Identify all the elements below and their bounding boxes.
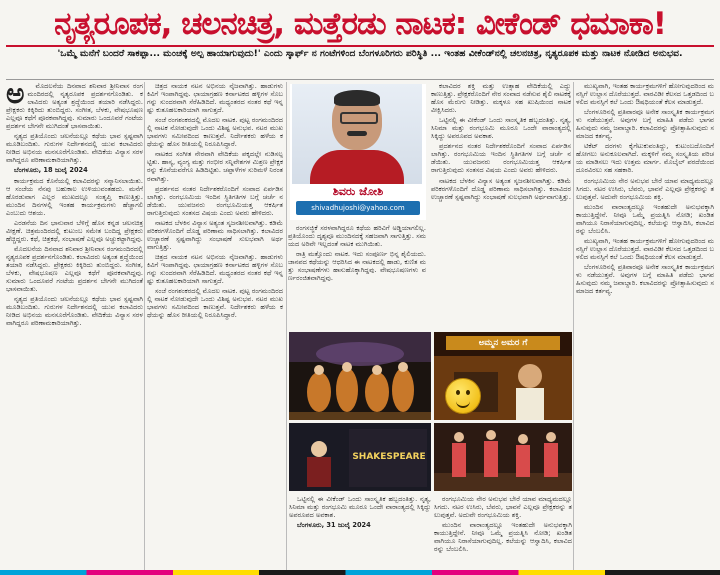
paragraph: ಮುಖ್ಯವಾಗಿ, ಇಂತಹ ಕಾರ್ಯಕ್ರಮಗಳಿಗೆ ಹೋಗುವುದರಿಂದ ಮನಸ್ಸಿಗೆ ಉಲ್ಲಾಸ ದೊರೆಯುತ್ತದೆ. ವಾರವಿಡೀ ಕೆಲಸದ ಒತ್ತಡದಿಂದ ಬಳಲಿದ ಮನಸ್ಸಿಗೆ ಕಲೆ ಒಂದು ಔಷಧಿಯಂತೆ ಕೆಲಸ ಮಾಡುತ್ತದೆ. <box>576 82 714 107</box>
subhead: 'ಒಮ್ಮೆ ಮನೆಗೆ ಬಂದರೆ ಸಾಕಪ್ಪಾ... ಮಂಚಕ್ಕೆ ಅಲ್ಪ ಹಾಯಾಗುವುದು!' ಎಂದು ಸ್ಕಾರ್ಫ್ ನ ಗಂಟೆಗಳಿಂದ ಬೆಂಗಳೂರಿಗರು ಪರಿಸ್ಥಿತಿ ... ಇಂತಹ ವೀಕೆಂಡ್‌ನಲ್ಲಿ ಚಲನಚಿತ್ರ, ನೃತ್ಯರೂಪಕ ಮತ್ತು ನಾಟಕ ನೋಡಿದ ಅನುಭವ. <box>57 48 683 59</box>
dateline: ಬೆಂಗಳೂರು, 18 ಜುಲೈ 2024 <box>14 166 88 175</box>
author-name: ಶಿವರು ಜೋಶಿ <box>332 185 384 198</box>
author-box <box>290 84 426 220</box>
shakespeare-title: SHAKESPEARE <box>352 452 426 462</box>
article-column-3-top <box>288 224 426 329</box>
paragraph: ಎರಡನೆಯ ದಿನ ಭಾನುವಾರ ಬೆಳಿಗ್ಗೆ ಹೊಸ ಕನ್ನಡ ಚಲನಚಿತ್ರ ವೀಕ್ಷಣೆ. ಚಿತ್ರಮಂದಿರದಲ್ಲಿ ಕುಟುಂಬ ಸಮೇತ ಬಂದಿದ್ದ ಪ್ರೇಕ್ಷಕರು ಹೆಚ್ಚಿದ್ದರು. ಕಥೆ, ಚಿತ್ರಕಥೆ, ಸಂಭಾಷಣೆ ಎಲ್ಲವೂ ಅಚ್ಚುಕಟ್ಟಾಗಿದ್ದವು. <box>6 218 143 243</box>
stage-photo <box>434 423 572 491</box>
paragraph: ಟಿಕೆಟ್ ದರಗಳು ಕೈಗೆಟುಕುವಂತಿದ್ದು, ಕುಟುಂಬದೊಂದಿಗೆ ಹೋಗಲು ಅನುಕೂಲವಾಗಿದೆ. ಮಕ್ಕಳಿಗೆ ನಮ್ಮ ಸಂಸ್ಕೃತಿಯ ಪರಿಚಯ ಮಾಡಿಸಲು ಇದು ಉತ್ತಮ ಮಾರ್ಗ. ಮೊಬೈಲ್ ಪರದೆಯಿಂದ ದೂರವಿರಲು ಸಹ ಸಹಕಾರಿ. <box>576 142 714 175</box>
paragraph: ಕಲಾವಿದರ ಶಕ್ತಿ ಮತ್ತು ಉತ್ಸಾಹ ವೇದಿಕೆಯಲ್ಲಿ ಎದ್ದು ಕಾಣುತ್ತಿತ್ತು. ಪ್ರೇಕ್ಷಕರೊಂದಿಗೆ ನೇರ ಸಂವಾದ ನಡೆಸುವ ಶೈಲಿ ನಾಟಕಕ್ಕೆ ಹೊಸ ಮೆರುಗು ನೀಡಿತ್ತು. ಮಕ್ಕಳೂ ಸಹ ಖುಷಿಯಿಂದ ನಾಟಕ ವೀಕ್ಷಿಸಿದರು. <box>431 82 571 115</box>
dance-photo <box>289 332 431 420</box>
shakespeare-photo <box>289 423 431 491</box>
author-photo <box>292 84 422 184</box>
paragraph: ನಾಟಕದ ಬೆಳಕಿನ ವಿನ್ಯಾಸ ಅತ್ಯಂತ ಸೃಜನಶೀಲವಾಗಿತ್ತು. ಕಡಿಮೆ ಪರಿಕರಗಳೊಂದಿಗೆ ದೊಡ್ಡ ಪರಿಣಾಮ ಸಾಧಿಸಲಾಗಿತ್ತು. ಕಲಾವಿದರ ಉಚ್ಚಾರಣೆ ಸ್ಪಷ್ಟವಾಗಿದ್ದು ಸಂಭಾಷಣೆ ಸುಲಭವಾಗಿ ಅರ್ಥವಾಗುತ್ತಿತ್ತು. <box>431 176 571 201</box>
paragraph: ಚಿತ್ರದ ನಾಯಕ ನಟನ ಅಭಿನಯ ನೈಜವಾಗಿತ್ತು. ಹಾಡುಗಳು ಕಿವಿಗೆ ಇಂಪಾಗಿದ್ದವು. ಛಾಯಾಗ್ರಹಣ ಕರ್ನಾಟಕದ ಹಳ್ಳಿಗಳ ಸೊಬಗನ್ನು ಸುಂದರವಾಗಿ ಸೆರೆಹಿಡಿದಿದೆ. ಮಧ್ಯಂತರದ ನಂತರ ಕಥೆ ಇನ್ನಷ್ಟು ಕುತೂಹಲಕಾರಿಯಾಗಿ ಸಾಗುತ್ತದೆ. <box>147 82 283 115</box>
article-column-1 <box>6 82 143 567</box>
paragraph: ಸಂಜೆ ರಂಗಶಂಕರದಲ್ಲಿ ಮೊದಲ ನಾಟಕ. ಪುಟ್ಟ ರಂಗಮಂದಿರದಲ್ಲಿ ನಾಟಕ ನೋಡುವುದೇ ಒಂದು ವಿಶಿಷ್ಟ ಅನುಭವ. ನಟರ ಮುಖಭಾವಗಳು ಸಮೀಪದಿಂದ ಕಾಣುತ್ತವೆ. ನಿರ್ದೇಶಕರು ಹಳೆಯ ಕಥೆಯನ್ನು ಹೊಸ ರೀತಿಯಲ್ಲಿ ನಿರೂಪಿಸಿದ್ದಾರೆ. <box>147 116 283 149</box>
paragraph: ನೃತ್ಯದ ಪ್ರತಿಯೊಂದು ಚಲನೆಯಲ್ಲೂ ಕಥೆಯ ಭಾವ ಸ್ಪಷ್ಟವಾಗಿ ಮೂಡಿಬಂದಿತು. ಗುರುಗಳ ನಿರ್ದೇಶನದಲ್ಲಿ ಯುವ ಕಲಾವಿದರು ನೀಡಿದ ಅಭಿನಯ ಮನಸೂರೆಗೊಂಡಿತು. ವೇದಿಕೆಯ ವಿನ್ಯಾಸ ಸರಳವಾಗಿದ್ದರೂ ಪರಿಣಾಮಕಾರಿಯಾಗಿತ್ತು. <box>6 132 143 165</box>
paragraph: ಪ್ರದರ್ಶನದ ನಂತರ ನಿರ್ದೇಶಕರೊಂದಿಗೆ ಸಂವಾದ ಏರ್ಪಡಿಸಲಾಗಿತ್ತು. ರಂಗಭೂಮಿಯ ಇಂದಿನ ಸ್ಥಿತಿಗತಿಗಳ ಬಗ್ಗೆ ಚರ್ಚೆ ನಡೆಯಿತು. ಯುವಜನರು ರಂಗಭೂಮಿಯತ್ತ ಆಕರ್ಷಿತರಾಗುತ್ತಿರುವುದು ಸಂತಸದ ವಿಷಯ ಎಂದು ಅವರು ಹೇಳಿದರು. <box>431 142 571 175</box>
emoji-eye <box>456 390 460 395</box>
subhead-rule <box>6 79 714 80</box>
paragraph: ರಂಗಭೂಮಿಯ ನೇರ ಅನುಭವ ಬೇರೆ ಯಾವ ಮಾಧ್ಯಮದಲ್ಲೂ ಸಿಗದು. ನಟರ ಉಸಿರು, ಬೆವರು, ಭಾವನೆ ಎಲ್ಲವೂ ಪ್ರೇಕ್ಷಕರನ್ನು ತಲುಪುತ್ತವೆ. ಅದುವೇ ರಂಗಭೂಮಿಯ ಶಕ್ತಿ. <box>434 495 572 520</box>
author-shirt <box>310 150 404 184</box>
drama-poster-title: ಅಮ್ಮನ ಅಮರ ಗೆ <box>478 338 528 348</box>
paragraph: ಮೊದಲನೆಯ ದಿನವಾದ ಶನಿವಾರ ಶ್ರೀನಿವಾಸ ರಂಗಮಂದಿರದಲ್ಲಿ ನೃತ್ಯರೂಪಕ ಪ್ರದರ್ಶನಗೊಂಡಿತು. ಕಲಾವಿದರು ಅತ್ಯಂತ ಶ್ರದ್ಧೆಯಿಂದ ತಯಾರಿ ನಡೆಸಿದ್ದರು. ಪ್ರೇಕ್ಷಕರು ಕಿಕ್ಕಿರಿದು ತುಂಬಿದ್ದರು. ಸಂಗೀತ, ಬೆಳಕು, ವೇಷಭೂಷಣ ಎಲ್ಲವೂ ಕಥೆಗೆ ಪೂರಕವಾಗಿದ್ದವು. ಸುಮಾರು ಒಂದೂವರೆ ಗಂಟೆಯ ಪ್ರದರ್ಶನ ಬೇಗನೇ ಮುಗಿದಂತೆ ಭಾಸವಾಯಿತು. <box>6 244 143 294</box>
smiley-emoji-icon <box>445 378 481 414</box>
dropcap: ಅ <box>6 82 25 110</box>
paragraph: ರಾತ್ರಿ ಮತ್ತೊಂದು ನಾಟಕ. ಇದು ಸಂಪೂರ್ಣ ಭಿನ್ನ ಶೈಲಿಯದು. ಜಾನಪದ ಕಥೆಯನ್ನು ಆಧರಿಸಿದ ಈ ನಾಟಕದಲ್ಲಿ ಹಾಡು, ಕುಣಿತ ಮತ್ತು ಸಂಭಾಷಣೆಗಳು ಹಾಸುಹೊಕ್ಕಾಗಿದ್ದವು. ವೇಷಭೂಷಣಗಳು ವರ್ಣರಂಜಿತವಾಗಿದ್ದವು. <box>288 250 426 283</box>
paragraph: ಮುಂದಿನ ವಾರಾಂತ್ಯದಲ್ಲೂ ಇಂತಹುದೇ ಅನುಭವಕ್ಕಾಗಿ ಕಾಯುತ್ತಿದ್ದೇನೆ. ನೀವೂ ಒಮ್ಮೆ ಪ್ರಯತ್ನಿಸಿ ನೋಡಿ; ಖಂಡಿತವಾಗಿಯೂ ನಿರಾಸೆಯಾಗುವುದಿಲ್ಲ. ಕಲೆಯನ್ನು ಆಸ್ವಾದಿಸಿ, ಕಲಾವಿದರನ್ನು ಬೆಂಬಲಿಸಿ. <box>576 202 714 235</box>
paragraph: ರಂಗಸಜ್ಜಿಕೆ ಸರಳವಾಗಿದ್ದರೂ ಕಥೆಯ ಹರಿವಿಗೆ ಅಡ್ಡಿಯಾಗಲಿಲ್ಲ. ಪ್ರತಿಯೊಂದು ದೃಶ್ಯವೂ ಮುಂದಿನದಕ್ಕೆ ಸಹಜವಾಗಿ ಸಾಗುತ್ತಿತ್ತು. ಸಮಯದ ಅರಿವೇ ಇಲ್ಲದಂತೆ ನಾಟಕ ಮುಗಿಯಿತು. <box>288 224 426 249</box>
column-divider <box>286 82 287 570</box>
dateline: ಬೆಂಗಳೂರು, 31 ಜುಲೈ 2024 <box>297 521 371 530</box>
paragraph: ಕಾರ್ಯಕ್ರಮದ ಕೊನೆಯಲ್ಲಿ ಕಲಾವಿದರನ್ನು ಸನ್ಮಾನಿಸಲಾಯಿತು. ಆ ಸಂಜೆಯ ನೆನಪು ಬಹುಕಾಲ ಉಳಿಯುವಂತಹದು. ಮನೆಗೆ ಹೊರಡುವಾಗ ಎಲ್ಲರ ಮುಖದಲ್ಲೂ ಸಂತೃಪ್ತಿ ಕಾಣುತ್ತಿತ್ತು. ಮುಂದಿನ ದಿನಗಳಲ್ಲಿ ಇಂತಹ ಕಾರ್ಯಕ್ರಮಗಳು ಹೆಚ್ಚಾಗಲಿ ಎಂಬುದು ಆಶಯ. <box>6 176 143 217</box>
paragraph: ನಾಟಕದ ಸಂಗೀತ ನೇರವಾಗಿ ವೇದಿಕೆಯ ಪಕ್ಕದಲ್ಲೇ ನುಡಿಸಲ್ಪಟ್ಟಿತು. ಹಾಸ್ಯ, ವ್ಯಂಗ್ಯ ಮತ್ತು ಗಂಭೀರ ಸನ್ನಿವೇಶಗಳ ಮಿಶ್ರಣ ಪ್ರೇಕ್ಷಕರನ್ನು ಕೊನೆಯವರೆಗೂ ಹಿಡಿದಿಟ್ಟಿತು. ಚಪ್ಪಾಳೆಗಳ ಸುರಿಮಳೆ ನಿರಂತರವಾಗಿತ್ತು. <box>147 150 283 183</box>
author-hair <box>334 90 380 106</box>
paragraph: ಒಟ್ಟಿನಲ್ಲಿ ಈ ವೀಕೆಂಡ್ ಒಂದು ಸಾಂಸ್ಕೃತಿಕ ಹಬ್ಬದಂತಿತ್ತು. ನೃತ್ಯ, ಸಿನಿಮಾ ಮತ್ತು ರಂಗಭೂಮಿ ಮೂರೂ ಒಂದೇ ವಾರಾಂತ್ಯದಲ್ಲಿ ಸಿಕ್ಕಿದ್ದು ಅಪರೂಪದ ಅವಕಾಶ. <box>431 116 571 141</box>
author-moustache <box>347 131 367 136</box>
emoji-mouth <box>456 399 470 408</box>
paragraph: ಪ್ರದರ್ಶನದ ನಂತರ ನಿರ್ದೇಶಕರೊಂದಿಗೆ ಸಂವಾದ ಏರ್ಪಡಿಸಲಾಗಿತ್ತು. ರಂಗಭೂಮಿಯ ಇಂದಿನ ಸ್ಥಿತಿಗತಿಗಳ ಬಗ್ಗೆ ಚರ್ಚೆ ನಡೆಯಿತು. ಯುವಜನರು ರಂಗಭೂಮಿಯತ್ತ ಆಕರ್ಷಿತರಾಗುತ್ತಿರುವುದು ಸಂತಸದ ವಿಷಯ ಎಂದು ಅವರು ಹೇಳಿದರು. <box>147 184 283 217</box>
column-divider <box>144 82 145 570</box>
paragraph: ಬೆಂಗಳೂರಿನಲ್ಲಿ ಪ್ರತಿವಾರವೂ ಅನೇಕ ಸಾಂಸ್ಕೃತಿಕ ಕಾರ್ಯಕ್ರಮಗಳು ನಡೆಯುತ್ತವೆ. ಅವುಗಳ ಬಗ್ಗೆ ಮಾಹಿತಿ ಪಡೆದು ಭಾಗವಹಿಸುವುದು ನಮ್ಮ ಜವಾಬ್ದಾರಿ. ಕಲಾವಿದರನ್ನು ಪ್ರೋತ್ಸಾಹಿಸುವುದು ಸಮಾಜದ ಕರ್ತವ್ಯ. <box>576 108 714 141</box>
paragraph: ಮೊದಲನೆಯ ದಿನವಾದ ಶನಿವಾರ ಶ್ರೀನಿವಾಸ ರಂಗಮಂದಿರದಲ್ಲಿ ನೃತ್ಯರೂಪಕ ಪ್ರದರ್ಶನಗೊಂಡಿತು. ಕಲಾವಿದರು ಅತ್ಯಂತ ಶ್ರದ್ಧೆಯಿಂದ ತಯಾರಿ ನಡೆಸಿದ್ದರು. ಪ್ರೇಕ್ಷಕರು ಕಿಕ್ಕಿರಿದು ತುಂಬಿದ್ದರು. ಸಂಗೀತ, ಬೆಳಕು, ವೇಷಭೂಷಣ ಎಲ್ಲವೂ ಕಥೆಗೆ ಪೂರಕವಾಗಿದ್ದವು. ಸುಮಾರು ಒಂದೂವರೆ ಗಂಟೆಯ ಪ್ರದರ್ಶನ ಬೇಗನೇ ಮುಗಿದಂತೆ ಭಾಸವಾಯಿತು. <box>6 82 143 131</box>
print-registration-bar <box>0 570 720 575</box>
author-email[interactable]: shivadhujoshi@yahoo.com <box>296 201 420 215</box>
headline: ನೃತ್ಯರೂಪಕ, ಚಲನಚಿತ್ರ, ಮತ್ತೆರಡು ನಾಟಕ: ವೀಕೆಂಡ್ ಧಮಾಕಾ! <box>54 6 666 42</box>
paragraph: ಸಂಜೆ ರಂಗಶಂಕರದಲ್ಲಿ ಮೊದಲ ನಾಟಕ. ಪುಟ್ಟ ರಂಗಮಂದಿರದಲ್ಲಿ ನಾಟಕ ನೋಡುವುದೇ ಒಂದು ವಿಶಿಷ್ಟ ಅನುಭವ. ನಟರ ಮುಖಭಾವಗಳು ಸಮೀಪದಿಂದ ಕಾಣುತ್ತವೆ. ನಿರ್ದೇಶಕರು ಹಳೆಯ ಕಥೆಯನ್ನು ಹೊಸ ರೀತಿಯಲ್ಲಿ ನಿರೂಪಿಸಿದ್ದಾರೆ. <box>147 287 283 320</box>
article-column-4-top <box>431 82 571 329</box>
article-column-2 <box>147 82 283 567</box>
article-column-5 <box>576 82 714 567</box>
column-divider <box>573 82 574 570</box>
paragraph: ಬೆಂಗಳೂರಿನಲ್ಲಿ ಪ್ರತಿವಾರವೂ ಅನೇಕ ಸಾಂಸ್ಕೃತಿಕ ಕಾರ್ಯಕ್ರಮಗಳು ನಡೆಯುತ್ತವೆ. ಅವುಗಳ ಬಗ್ಗೆ ಮಾಹಿತಿ ಪಡೆದು ಭಾಗವಹಿಸುವುದು ನಮ್ಮ ಜವಾಬ್ದಾರಿ. ಕಲಾವಿದರನ್ನು ಪ್ರೋತ್ಸಾಹಿಸುವುದು ಸಮಾಜದ ಕರ್ತವ್ಯ. <box>576 262 714 296</box>
paragraph: ಚಿತ್ರದ ನಾಯಕ ನಟನ ಅಭಿನಯ ನೈಜವಾಗಿತ್ತು. ಹಾಡುಗಳು ಕಿವಿಗೆ ಇಂಪಾಗಿದ್ದವು. ಛಾಯಾಗ್ರಹಣ ಕರ್ನಾಟಕದ ಹಳ್ಳಿಗಳ ಸೊಬಗನ್ನು ಸುಂದರವಾಗಿ ಸೆರೆಹಿಡಿದಿದೆ. ಮಧ್ಯಂತರದ ನಂತರ ಕಥೆ ಇನ್ನಷ್ಟು ಕುತೂಹಲಕಾರಿಯಾಗಿ ಸಾಗುತ್ತದೆ. <box>147 252 283 286</box>
paragraph: ನೃತ್ಯದ ಪ್ರತಿಯೊಂದು ಚಲನೆಯಲ್ಲೂ ಕಥೆಯ ಭಾವ ಸ್ಪಷ್ಟವಾಗಿ ಮೂಡಿಬಂದಿತು. ಗುರುಗಳ ನಿರ್ದೇಶನದಲ್ಲಿ ಯುವ ಕಲಾವಿದರು ನೀಡಿದ ಅಭಿನಯ ಮನಸೂರೆಗೊಂಡಿತು. ವೇದಿಕೆಯ ವಿನ್ಯಾಸ ಸರಳವಾಗಿದ್ದರೂ ಪರಿಣಾಮಕಾರಿಯಾಗಿತ್ತು. <box>6 295 143 328</box>
paragraph: ಒಟ್ಟಿನಲ್ಲಿ ಈ ವೀಕೆಂಡ್ ಒಂದು ಸಾಂಸ್ಕೃತಿಕ ಹಬ್ಬದಂತಿತ್ತು. ನೃತ್ಯ, ಸಿನಿಮಾ ಮತ್ತು ರಂಗಭೂಮಿ ಮೂರೂ ಒಂದೇ ವಾರಾಂತ್ಯದಲ್ಲಿ ಸಿಕ್ಕಿದ್ದು ಅಪರೂಪದ ಅವಕಾಶ. <box>289 495 431 520</box>
paragraph: ನಾಟಕದ ಬೆಳಕಿನ ವಿನ್ಯಾಸ ಅತ್ಯಂತ ಸೃಜನಶೀಲವಾಗಿತ್ತು. ಕಡಿಮೆ ಪರಿಕರಗಳೊಂದಿಗೆ ದೊಡ್ಡ ಪರಿಣಾಮ ಸಾಧಿಸಲಾಗಿತ್ತು. ಕಲಾವಿದರ ಉಚ್ಚಾರಣೆ ಸ್ಪಷ್ಟವಾಗಿದ್ದು ಸಂಭಾಷಣೆ ಸುಲಭವಾಗಿ ಅರ್ಥವಾಗುತ್ತಿತ್ತು. <box>147 218 283 251</box>
author-glasses <box>340 112 378 124</box>
paragraph: ಮುಖ್ಯವಾಗಿ, ಇಂತಹ ಕಾರ್ಯಕ್ರಮಗಳಿಗೆ ಹೋಗುವುದರಿಂದ ಮನಸ್ಸಿಗೆ ಉಲ್ಲಾಸ ದೊರೆಯುತ್ತದೆ. ವಾರವಿಡೀ ಕೆಲಸದ ಒತ್ತಡದಿಂದ ಬಳಲಿದ ಮನಸ್ಸಿಗೆ ಕಲೆ ಒಂದು ಔಷಧಿಯಂತೆ ಕೆಲಸ ಮಾಡುತ್ತದೆ. <box>576 236 714 261</box>
paragraph: ರಂಗಭೂಮಿಯ ನೇರ ಅನುಭವ ಬೇರೆ ಯಾವ ಮಾಧ್ಯಮದಲ್ಲೂ ಸಿಗದು. ನಟರ ಉಸಿರು, ಬೆವರು, ಭಾವನೆ ಎಲ್ಲವೂ ಪ್ರೇಕ್ಷಕರನ್ನು ತಲುಪುತ್ತವೆ. ಅದುವೇ ರಂಗಭೂಮಿಯ ಶಕ್ತಿ. <box>576 176 714 201</box>
paragraph: ಮುಂದಿನ ವಾರಾಂತ್ಯದಲ್ಲೂ ಇಂತಹುದೇ ಅನುಭವಕ್ಕಾಗಿ ಕಾಯುತ್ತಿದ್ದೇನೆ. ನೀವೂ ಒಮ್ಮೆ ಪ್ರಯತ್ನಿಸಿ ನೋಡಿ; ಖಂಡಿತವಾಗಿಯೂ ನಿರಾಸೆಯಾಗುವುದಿಲ್ಲ. ಕಲೆಯನ್ನು ಆಸ್ವಾದಿಸಿ, ಕಲಾವಿದರನ್ನು ಬೆಂಬಲಿಸಿ. <box>434 521 572 554</box>
article-column-4-bottom <box>434 495 572 567</box>
article-column-3-bottom <box>289 495 431 567</box>
emoji-eye <box>466 390 470 395</box>
